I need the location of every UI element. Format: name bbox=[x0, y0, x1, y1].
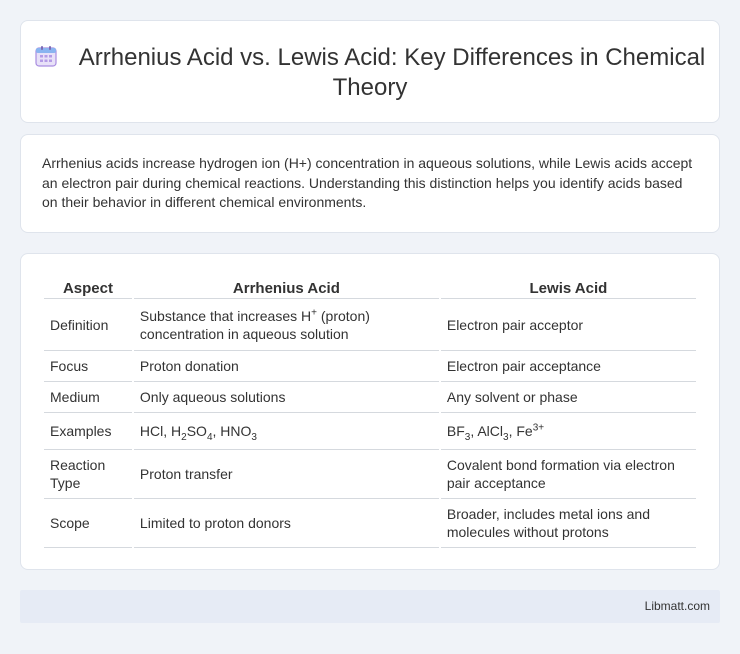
intro-text: Arrhenius acids increase hydrogen ion (H+) concentration in aqueous solutions, while Lewis acids accept an electron pair during chemical reactions. Understanding this distinction helps you identify acids based on their behavior in different chemical environments. bbox=[42, 155, 693, 210]
footer-brand: Libmatt.com bbox=[644, 599, 710, 613]
cell-aspect: Examples bbox=[44, 413, 132, 450]
cell-lewis: Electron pair acceptance bbox=[441, 351, 696, 382]
table-row bbox=[44, 413, 696, 450]
cell-arrhenius: HCl, $H_2SO_4$, $HNO_3$ bbox=[134, 413, 439, 450]
page-title: Arrhenius Acid vs. Lewis Acid: Key Differences in Chemical Theory bbox=[78, 44, 706, 101]
calendar-icon bbox=[35, 45, 57, 67]
cell-lewis: Electron pair acceptor bbox=[441, 299, 696, 351]
cell-arrhenius: Limited to proton donors bbox=[134, 499, 439, 548]
cell-arrhenius: Substance that increases H+ (proton) concentration in aqueous solution bbox=[134, 299, 439, 351]
intro-card bbox=[20, 134, 720, 233]
header-arrhenius: Arrhenius Acid bbox=[134, 275, 439, 299]
page-title-wrap bbox=[21, 43, 719, 103]
header-aspect: Aspect bbox=[44, 275, 132, 299]
cell-aspect: Scope bbox=[44, 499, 132, 548]
cell-aspect: Definition bbox=[44, 299, 132, 351]
cell-arrhenius: Proton transfer bbox=[134, 450, 439, 499]
table-header-row bbox=[44, 275, 696, 299]
table-row bbox=[44, 499, 696, 548]
comparison-table bbox=[42, 275, 698, 548]
cell-aspect: Reaction Type bbox=[44, 450, 132, 499]
cell-lewis: $BF_3$, AlCl$_3$, $Fe^{3+}$ bbox=[441, 413, 696, 450]
cell-aspect: Focus bbox=[44, 351, 132, 382]
table-row bbox=[44, 382, 696, 413]
comparison-table-card bbox=[20, 253, 720, 570]
cell-aspect: Medium bbox=[44, 382, 132, 413]
cell-lewis: Any solvent or phase bbox=[441, 382, 696, 413]
footer bbox=[20, 590, 720, 623]
cell-arrhenius: Proton donation bbox=[134, 351, 439, 382]
cell-lewis: Covalent bond formation via electron pair acceptance bbox=[441, 450, 696, 499]
table-row bbox=[44, 351, 696, 382]
cell-arrhenius: Only aqueous solutions bbox=[134, 382, 439, 413]
cell-lewis: Broader, includes metal ions and molecules without protons bbox=[441, 499, 696, 548]
header-card bbox=[20, 20, 720, 123]
table-row bbox=[44, 450, 696, 499]
header-lewis: Lewis Acid bbox=[441, 275, 696, 299]
table-row bbox=[44, 299, 696, 351]
